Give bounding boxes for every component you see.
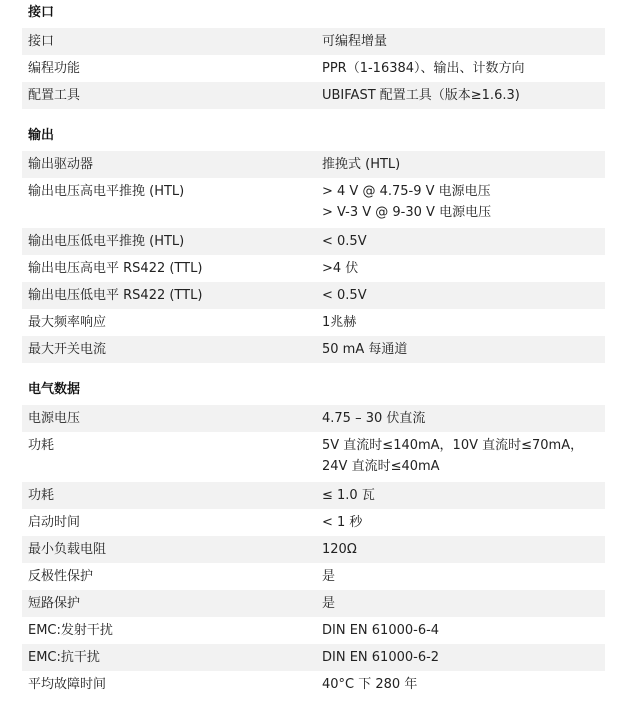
spec-table <box>22 28 605 109</box>
row-value <box>316 590 605 617</box>
row-value <box>316 255 605 282</box>
row-label <box>22 509 316 536</box>
row-label-text: 电源电压 <box>28 411 81 426</box>
row-label-text: 配置工具 <box>28 88 81 103</box>
row-label-text: 反极性保护 <box>28 569 94 584</box>
row-value <box>316 482 605 509</box>
row-value-line: 24V 直流时≤40mA <box>322 459 440 474</box>
table-row <box>22 590 605 617</box>
row-label-text: EMC:抗干扰 <box>28 650 100 665</box>
row-value <box>316 617 605 644</box>
section-title: 电气数据 <box>28 382 81 397</box>
row-value <box>316 282 605 309</box>
row-value-line: < 0.5V <box>322 288 367 303</box>
row-label <box>22 309 316 336</box>
row-label <box>22 255 316 282</box>
spec-section <box>22 129 623 363</box>
row-value <box>316 82 605 109</box>
row-value-line: UBIFAST 配置工具（版本≥1.6.3) <box>322 88 520 103</box>
row-value <box>316 671 605 698</box>
row-label-text: 功耗 <box>28 438 55 453</box>
row-label-text: 编程功能 <box>28 61 81 76</box>
table-row <box>22 309 605 336</box>
table-row <box>22 405 605 432</box>
row-label-text: 输出电压低电平 RS422 (TTL) <box>28 288 203 303</box>
table-row <box>22 255 605 282</box>
row-label-text: 接口 <box>28 34 55 49</box>
row-value-line: 40°C 下 280 年 <box>322 677 418 692</box>
row-value-line: ≤ 1.0 瓦 <box>322 488 375 503</box>
row-value <box>316 536 605 563</box>
row-value <box>316 151 605 178</box>
row-value-line: PPR（1-16384）、输出、计数方向 <box>322 61 525 76</box>
table-row <box>22 563 605 590</box>
spec-table <box>22 405 605 698</box>
spec-page <box>0 6 623 709</box>
row-label-text: 输出电压高电平 RS422 (TTL) <box>28 261 203 276</box>
row-label <box>22 590 316 617</box>
table-row <box>22 336 605 363</box>
spec-sections <box>22 6 623 698</box>
row-value <box>316 55 605 82</box>
spec-section <box>22 383 623 698</box>
row-label <box>22 432 316 482</box>
row-value <box>316 432 605 482</box>
row-value <box>316 336 605 363</box>
table-row <box>22 509 605 536</box>
row-label <box>22 55 316 82</box>
row-value-line: 5V 直流时≤140mA，10V 直流时≤70mA， <box>322 438 584 453</box>
table-row <box>22 432 605 482</box>
table-row <box>22 536 605 563</box>
row-label <box>22 178 316 228</box>
row-value-line: 是 <box>322 569 336 584</box>
section-title: 输出 <box>28 128 55 143</box>
table-row <box>22 228 605 255</box>
row-label <box>22 336 316 363</box>
row-label-text: 最大开关电流 <box>28 342 107 357</box>
table-row <box>22 28 605 55</box>
row-label <box>22 151 316 178</box>
section-title: 接口 <box>28 5 55 20</box>
row-label <box>22 671 316 698</box>
row-label <box>22 28 316 55</box>
row-value-line: 1兆赫 <box>322 315 357 330</box>
row-label <box>22 282 316 309</box>
row-value <box>316 509 605 536</box>
row-label <box>22 405 316 432</box>
row-label <box>22 228 316 255</box>
row-value-line: DIN EN 61000-6-4 <box>322 623 440 638</box>
row-label <box>22 82 316 109</box>
row-label <box>22 482 316 509</box>
row-label-text: 短路保护 <box>28 596 81 611</box>
row-label <box>22 563 316 590</box>
table-row <box>22 151 605 178</box>
row-value-line: 50 mA 每通道 <box>322 342 408 357</box>
row-value <box>316 309 605 336</box>
row-label-text: 功耗 <box>28 488 55 503</box>
row-value-line: >4 伏 <box>322 261 359 276</box>
table-row <box>22 282 605 309</box>
table-row <box>22 644 605 671</box>
row-value <box>316 228 605 255</box>
table-row <box>22 671 605 698</box>
row-label <box>22 644 316 671</box>
row-value-line: 推挽式 (HTL) <box>322 157 401 172</box>
table-row <box>22 82 605 109</box>
row-value-line: > 4 V @ 4.75-9 V 电源电压 <box>322 184 491 199</box>
row-value-line: > V-3 V @ 9-30 V 电源电压 <box>322 205 492 220</box>
row-value-line: < 0.5V <box>322 234 367 249</box>
row-label-text: EMC:发射干扰 <box>28 623 113 638</box>
row-value <box>316 644 605 671</box>
row-value-line: DIN EN 61000-6-2 <box>322 650 440 665</box>
spec-section <box>22 6 623 109</box>
row-value <box>316 563 605 590</box>
row-value <box>316 28 605 55</box>
row-value-line: 是 <box>322 596 336 611</box>
row-label-text: 启动时间 <box>28 515 81 530</box>
row-value <box>316 405 605 432</box>
spec-table <box>22 151 605 363</box>
row-value-line: 可编程增量 <box>322 34 388 49</box>
row-label <box>22 536 316 563</box>
table-row <box>22 178 605 228</box>
row-label-text: 输出驱动器 <box>28 157 94 172</box>
row-label-text: 输出电压低电平推挽 (HTL) <box>28 234 185 249</box>
row-label-text: 平均故障时间 <box>28 677 107 692</box>
table-row <box>22 482 605 509</box>
row-value-line: < 1 秒 <box>322 515 363 530</box>
row-label-text: 输出电压高电平推挽 (HTL) <box>28 184 185 199</box>
row-label-text: 最大频率响应 <box>28 315 107 330</box>
row-value <box>316 178 605 228</box>
row-value-line: 4.75 – 30 伏直流 <box>322 411 426 426</box>
row-label <box>22 617 316 644</box>
table-row <box>22 617 605 644</box>
row-label-text: 最小负载电阻 <box>28 542 107 557</box>
table-row <box>22 55 605 82</box>
row-value-line: 120Ω <box>322 542 357 557</box>
